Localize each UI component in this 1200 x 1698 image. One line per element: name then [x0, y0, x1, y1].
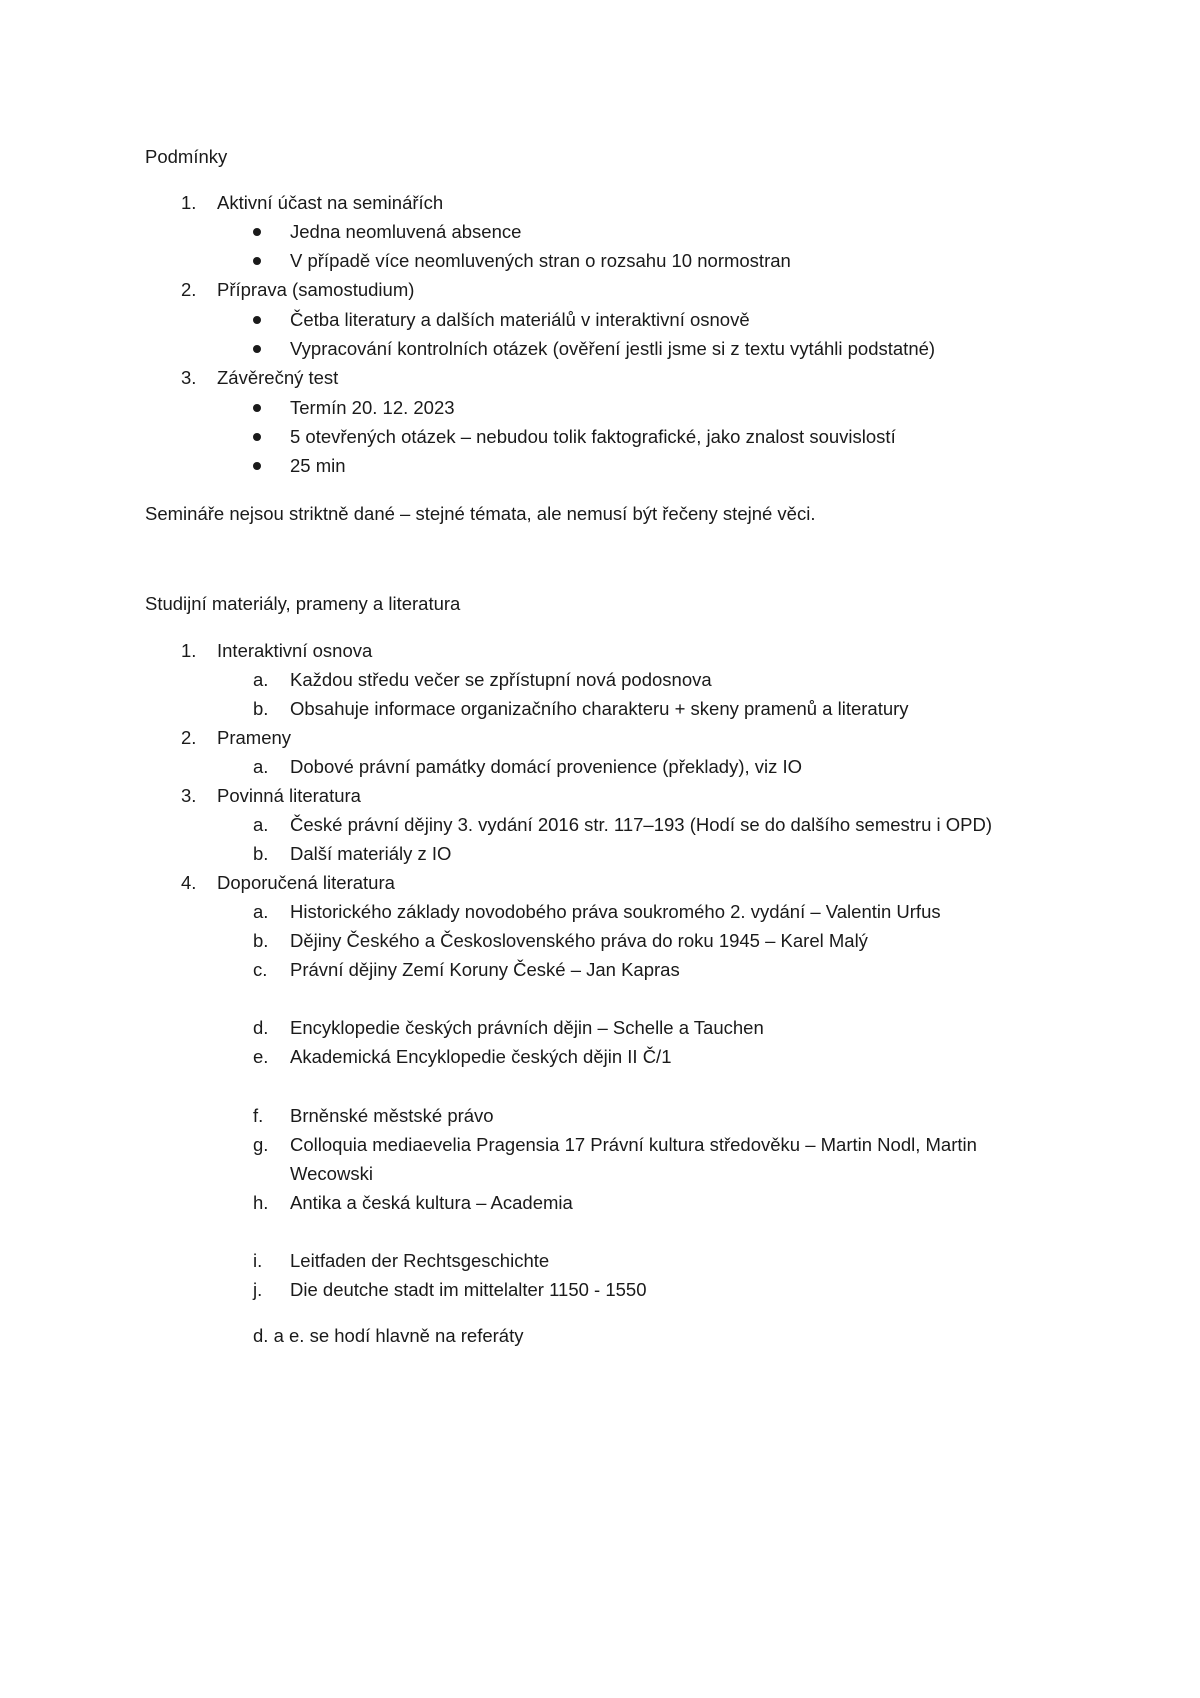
- list-number: 1.: [181, 640, 197, 661]
- note-paragraph: Semináře nejsou striktně dané – stejné témata, ale nemusí být řečeny stejné věci.: [145, 503, 816, 524]
- list-item: Obsahuje informace organizačního charakteru + skeny pramenů a literatury: [290, 698, 909, 719]
- list-letter: a.: [253, 756, 269, 777]
- list-item: České právní dějiny 3. vydání 2016 str. 117–193 (Hodí se do dalšího semestru i OPD): [290, 814, 993, 835]
- list-letter: a.: [253, 814, 269, 835]
- list-item: Právní dějiny Zemí Koruny České – Jan Kapras: [290, 959, 680, 980]
- list-letter: b.: [253, 698, 269, 719]
- list-letter: h.: [253, 1192, 269, 1213]
- list-item: Termín 20. 12. 2023: [290, 397, 455, 418]
- list-item: Každou středu večer se zpřístupní nová podosnova: [290, 669, 712, 690]
- list-letter: g.: [253, 1134, 269, 1155]
- list-item: Die deutche stadt im mittelalter 1150 - 1550: [290, 1279, 647, 1300]
- list-item: Další materiály z IO: [290, 843, 452, 864]
- list-item: Jedna neomluvená absence: [290, 221, 522, 242]
- list-letter: b.: [253, 843, 269, 864]
- list-letter: j.: [253, 1279, 263, 1300]
- list-number: 2.: [181, 279, 197, 300]
- list-number: 2.: [181, 727, 197, 748]
- note-paragraph: d. a e. se hodí hlavně na referáty: [253, 1325, 524, 1346]
- list-item: Aktivní účast na seminářích: [217, 192, 444, 213]
- list-item: 25 min: [290, 455, 346, 476]
- list-item: Interaktivní osnova: [217, 640, 373, 661]
- list-number: 3.: [181, 367, 197, 388]
- bullet-icon: [253, 404, 261, 412]
- list-number: 4.: [181, 872, 197, 893]
- list-letter: d.: [253, 1017, 269, 1038]
- list-number: 1.: [181, 192, 197, 213]
- list-letter: a.: [253, 669, 269, 690]
- list-item: 5 otevřených otázek – nebudou tolik faktografické, jako znalost souvislostí: [290, 426, 896, 447]
- list-item: Dějiny Českého a Československého práva do roku 1945 – Karel Malý: [290, 930, 868, 951]
- list-letter: f.: [253, 1105, 264, 1126]
- list-item: Prameny: [217, 727, 292, 748]
- bullet-icon: [253, 433, 261, 441]
- heading-conditions: Podmínky: [145, 146, 228, 167]
- bullet-icon: [253, 316, 261, 324]
- list-item: Encyklopedie českých právních dějin – Schelle a Tauchen: [290, 1017, 764, 1038]
- list-letter: c.: [253, 959, 268, 980]
- bullet-icon: [253, 257, 261, 265]
- list-item: Colloquia mediaevelia Pragensia 17 Právní kultura středověku – Martin Nodl, Martin: [290, 1134, 977, 1155]
- list-item: Dobové právní památky domácí provenience (překlady), viz IO: [290, 756, 803, 777]
- list-number: 3.: [181, 785, 197, 806]
- heading-materials: Studijní materiály, prameny a literatura: [145, 593, 461, 614]
- list-item: Četba literatury a dalších materiálů v interaktivní osnově: [290, 309, 750, 330]
- list-item: Příprava (samostudium): [217, 279, 415, 300]
- list-letter: e.: [253, 1046, 269, 1067]
- list-item: Povinná literatura: [217, 785, 361, 806]
- list-item: Leitfaden der Rechtsgeschichte: [290, 1250, 550, 1271]
- list-item: Historického základy novodobého práva soukromého 2. vydání – Valentin Urfus: [290, 901, 941, 922]
- list-item: Závěrečný test: [217, 367, 339, 388]
- list-item: V případě více neomluvených stran o rozsahu 10 normostran: [290, 250, 791, 271]
- list-letter: a.: [253, 901, 269, 922]
- list-item: Brněnské městské právo: [290, 1105, 494, 1126]
- list-item: Doporučená literatura: [217, 872, 395, 893]
- list-item: Akademická Encyklopedie českých dějin II Č/1: [290, 1046, 672, 1067]
- list-item: Antika a česká kultura – Academia: [290, 1192, 573, 1213]
- list-item-continuation: Wecowski: [290, 1163, 373, 1184]
- bullet-icon: [253, 345, 261, 353]
- bullet-icon: [253, 228, 261, 236]
- bullet-icon: [253, 462, 261, 470]
- list-letter: b.: [253, 930, 269, 951]
- list-item: Vypracování kontrolních otázek (ověření jestli jsme si z textu vytáhli podstatné): [290, 338, 936, 359]
- list-letter: i.: [253, 1250, 263, 1271]
